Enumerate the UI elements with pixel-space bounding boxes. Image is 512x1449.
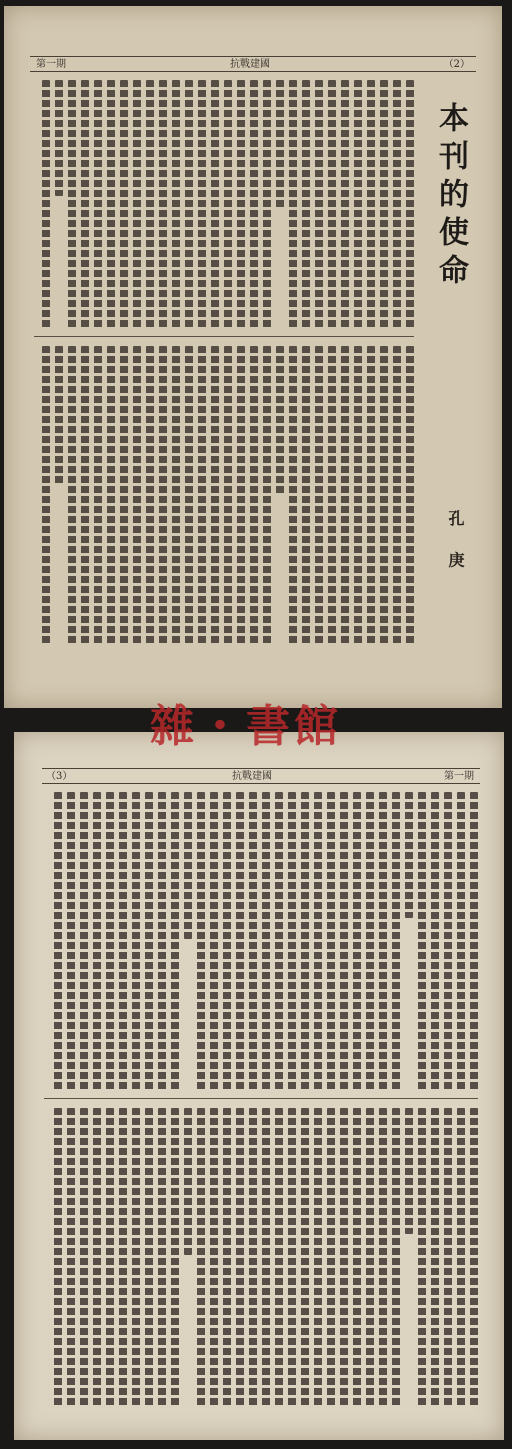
- text-column: [120, 80, 128, 330]
- text-column: [210, 792, 218, 1092]
- text-column: [81, 346, 89, 646]
- text-column: [457, 1108, 465, 1408]
- text-column: [379, 792, 387, 1092]
- text-column: [380, 80, 388, 330]
- text-column: [353, 1108, 361, 1408]
- text-column: [159, 346, 167, 646]
- text-column: [367, 346, 375, 646]
- text-column: [276, 346, 284, 496]
- text-column: [133, 346, 141, 646]
- text-column: [392, 1108, 400, 1408]
- text-column: [250, 80, 258, 330]
- text-column: [444, 1108, 452, 1408]
- text-column: [54, 1108, 62, 1408]
- text-column: [393, 80, 401, 330]
- text-column: [236, 792, 244, 1092]
- text-column: [198, 80, 206, 330]
- text-column: [81, 80, 89, 330]
- text-column: [263, 346, 271, 646]
- text-column: [119, 792, 127, 1092]
- text-column: [237, 80, 245, 330]
- top-page-header: [30, 56, 476, 72]
- journal-name: 抗戰建國: [230, 59, 270, 70]
- text-column: [262, 792, 270, 1092]
- text-column: [42, 346, 50, 646]
- text-column: [133, 80, 141, 330]
- text-column: [289, 80, 297, 330]
- text-column: [120, 346, 128, 646]
- text-column: [198, 346, 206, 646]
- text-column: [67, 1108, 75, 1408]
- text-column: [94, 80, 102, 330]
- article-author: 孔 庚: [446, 510, 465, 578]
- text-column: [379, 1108, 387, 1408]
- text-column: [263, 80, 271, 330]
- journal-name: 抗戰建國: [232, 771, 272, 782]
- text-column: [276, 80, 284, 208]
- text-column: [197, 1108, 205, 1408]
- issue-label: 第一期: [444, 771, 474, 782]
- text-column: [327, 1108, 335, 1408]
- text-column: [55, 346, 63, 484]
- text-column: [172, 346, 180, 646]
- text-column: [354, 346, 362, 646]
- text-column: [289, 346, 297, 646]
- text-column: [315, 346, 323, 646]
- text-column: [132, 1108, 140, 1408]
- article-title: 本刊的使命: [433, 102, 468, 292]
- text-column: [406, 346, 414, 646]
- issue-label: 第一期: [36, 59, 66, 70]
- text-column: [197, 792, 205, 1092]
- text-column: [80, 1108, 88, 1408]
- text-column: [288, 1108, 296, 1408]
- text-column: [366, 1108, 374, 1408]
- text-column: [68, 80, 76, 330]
- text-column: [107, 346, 115, 646]
- text-column: [380, 346, 388, 646]
- bottom-page-header: [42, 768, 480, 784]
- text-column: [145, 1108, 153, 1408]
- text-column: [249, 1108, 257, 1408]
- section-divider: [44, 1098, 478, 1099]
- text-column: [211, 346, 219, 646]
- text-column: [431, 792, 439, 1092]
- text-column: [236, 1108, 244, 1408]
- text-column: [107, 80, 115, 330]
- text-column: [328, 346, 336, 646]
- text-column: [158, 792, 166, 1092]
- text-column: [106, 792, 114, 1092]
- text-column: [171, 1108, 179, 1408]
- text-column: [250, 346, 258, 646]
- text-column: [223, 792, 231, 1092]
- text-column: [470, 792, 478, 1092]
- text-column: [159, 80, 167, 330]
- text-column: [132, 792, 140, 1092]
- text-column: [55, 80, 63, 196]
- text-column: [67, 792, 75, 1092]
- text-column: [301, 1108, 309, 1408]
- text-column: [340, 792, 348, 1092]
- text-column: [237, 346, 245, 646]
- text-column: [224, 80, 232, 330]
- text-column: [405, 792, 413, 918]
- top-page: [4, 6, 502, 708]
- text-column: [405, 1108, 413, 1234]
- text-column: [68, 346, 76, 646]
- text-column: [262, 1108, 270, 1408]
- text-column: [42, 80, 50, 330]
- text-column: [393, 346, 401, 646]
- text-column: [302, 80, 310, 330]
- text-column: [340, 1108, 348, 1408]
- text-column: [314, 1108, 322, 1408]
- text-column: [210, 1108, 218, 1408]
- text-column: [354, 80, 362, 330]
- text-column: [314, 792, 322, 1092]
- text-column: [80, 792, 88, 1092]
- text-column: [185, 80, 193, 330]
- text-column: [418, 1108, 426, 1408]
- text-column: [54, 792, 62, 1092]
- text-column: [457, 792, 465, 1092]
- text-column: [94, 346, 102, 646]
- text-column: [418, 792, 426, 1092]
- text-column: [93, 1108, 101, 1408]
- text-column: [146, 346, 154, 646]
- text-column: [392, 792, 400, 1092]
- page-number: （3）: [46, 771, 73, 782]
- text-column: [328, 80, 336, 330]
- text-column: [146, 80, 154, 330]
- page-number: （2）: [443, 59, 470, 70]
- text-column: [224, 346, 232, 646]
- text-column: [431, 1108, 439, 1408]
- text-column: [119, 1108, 127, 1408]
- text-column: [184, 1108, 192, 1255]
- text-column: [145, 792, 153, 1092]
- text-column: [172, 80, 180, 330]
- text-column: [184, 792, 192, 939]
- text-column: [301, 792, 309, 1092]
- text-column: [327, 792, 335, 1092]
- bottom-page: [14, 732, 504, 1440]
- text-column: [341, 346, 349, 646]
- text-column: [302, 346, 310, 646]
- text-column: [275, 1108, 283, 1408]
- text-column: [288, 792, 296, 1092]
- text-column: [249, 792, 257, 1092]
- text-column: [366, 792, 374, 1092]
- text-column: [444, 792, 452, 1092]
- text-column: [315, 80, 323, 330]
- text-column: [93, 792, 101, 1092]
- text-column: [406, 80, 414, 330]
- text-column: [106, 1108, 114, 1408]
- text-column: [185, 346, 193, 646]
- library-watermark: 雜・書館: [150, 701, 342, 752]
- text-column: [353, 792, 361, 1092]
- text-column: [367, 80, 375, 330]
- text-column: [171, 792, 179, 1092]
- section-divider: [34, 336, 414, 337]
- text-column: [223, 1108, 231, 1408]
- text-column: [158, 1108, 166, 1408]
- text-column: [211, 80, 219, 330]
- text-column: [341, 80, 349, 330]
- text-column: [470, 1108, 478, 1408]
- text-column: [275, 792, 283, 1092]
